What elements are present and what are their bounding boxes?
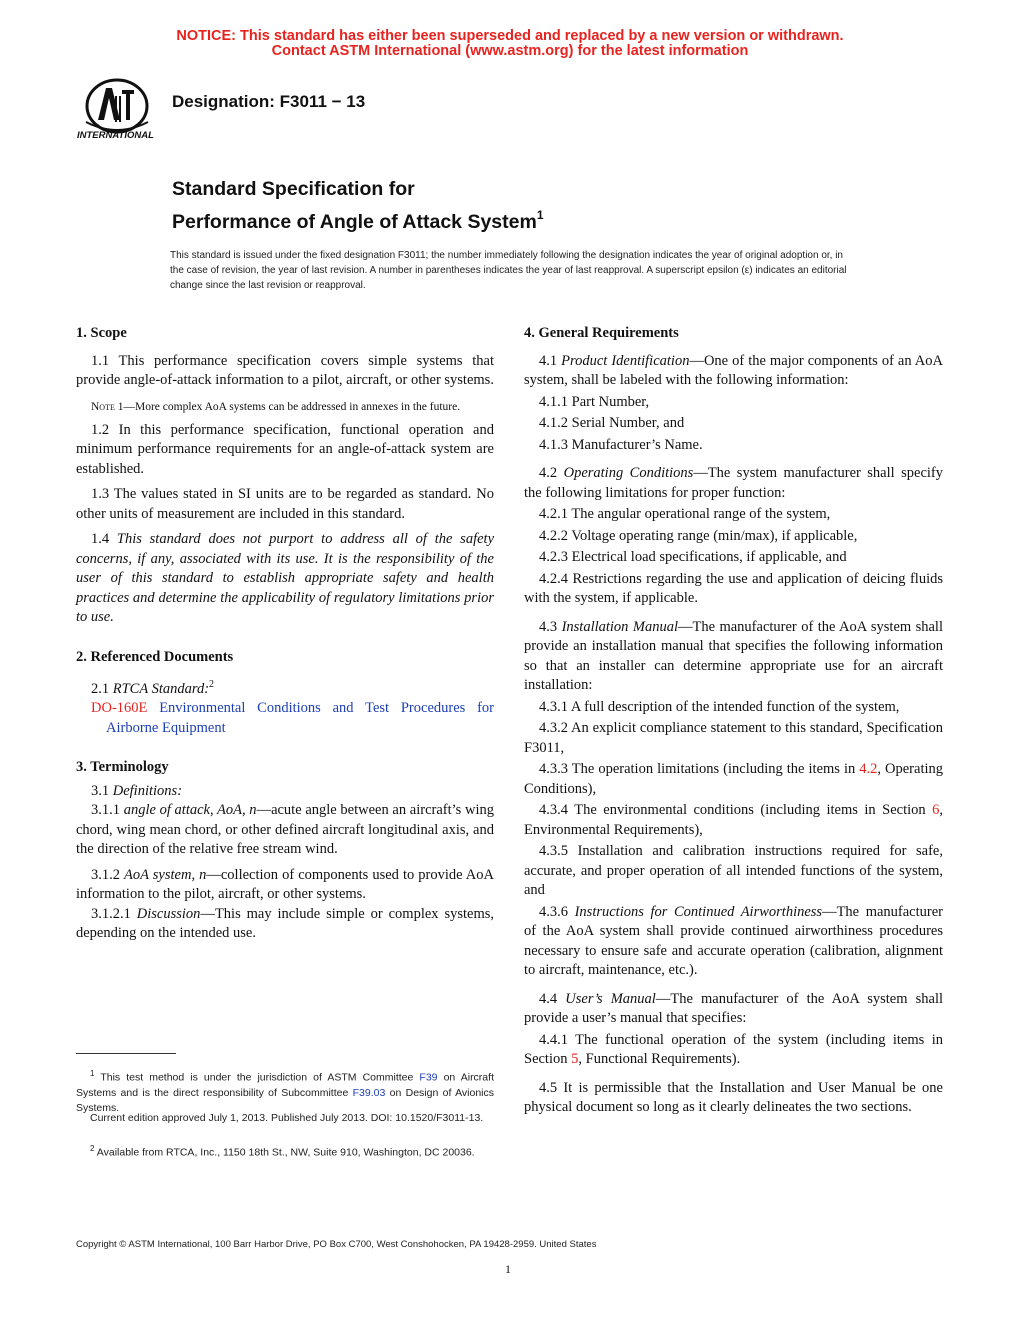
section-4-4-term: User’s Manual xyxy=(565,990,656,1007)
footnote-1-sup: 1 xyxy=(90,1069,95,1078)
left-column xyxy=(76,324,494,944)
section-3-1-1-term: angle of attack, AoA, n xyxy=(123,802,257,819)
section-4-1-term: Product Identification xyxy=(561,352,690,369)
section-4-1-text: —One of the major components of an AoA system, shall be labeled with the following information: xyxy=(524,352,943,388)
section-4-2-text: —The system manufacturer shall specify the following limitations for proper function: xyxy=(524,465,944,501)
notice-line-2: Contact ASTM International (www.astm.org) for the latest information xyxy=(271,43,749,59)
section-4-4-1 xyxy=(524,1031,943,1070)
title-line-1: Standard Specification for xyxy=(172,178,415,200)
section-4-2-4: 4.2.4 Restrictions regarding the use and application of deicing fluids with the system, if applicable. xyxy=(524,570,943,606)
committee-f39-link[interactable]: F39 xyxy=(419,1071,438,1084)
do160e-reference[interactable] xyxy=(76,699,494,738)
page-number: 1 xyxy=(505,1262,511,1276)
section-1-3: 1.3 The values stated in SI units are to be regarded as standard. No other units of measurement are included in this standard. xyxy=(76,486,494,522)
section-4-3-3-text-a: 4.3.3 The operation limitations (including the items in xyxy=(539,761,860,777)
section-2-1-num: 2.1 xyxy=(91,680,113,697)
subcommittee-f39-03-link[interactable]: F39.03 xyxy=(352,1086,386,1099)
section-1-4-num: 1.4 xyxy=(91,531,117,547)
section-3-1-num: 3.1 xyxy=(91,782,113,799)
do160e-code-link[interactable]: DO-160E xyxy=(91,700,148,717)
section-4-3 xyxy=(524,618,943,696)
footnote-rule xyxy=(76,1053,176,1054)
section-4-2-1: 4.2.1 The angular operational range of the system, xyxy=(539,506,831,522)
section-4-4-text: —The manufacturer of the AoA system shall provide a user’s manual that specifies: xyxy=(524,990,943,1026)
section-1-1: 1.1 This performance specification covers simple systems that provide angle-of-attack information to a pilot, aircraft, or other systems. xyxy=(76,352,494,388)
do160e-title-link[interactable]: Environmental Conditions and Test Procedures for Airborne Equipment xyxy=(106,700,494,736)
footnote-edition: Current edition approved July 1, 2013. Published July 2013. DOI: 10.1520/F3011-13. xyxy=(90,1112,484,1124)
section-3-1-2 xyxy=(76,866,494,905)
section-4-3-4-text-b: , Environmental Requirements), xyxy=(524,802,943,838)
section-1-heading: 1. Scope xyxy=(76,325,127,341)
section-3-1-label: Definitions: xyxy=(112,782,183,799)
section-4-1 xyxy=(524,352,943,391)
section-4-1-num: 4.1 xyxy=(539,352,562,369)
section-5-link[interactable]: 5 xyxy=(571,1051,579,1067)
section-4-3-3 xyxy=(524,760,943,799)
section-4-3-5: 4.3.5 Installation and calibration instructions required for safe, accurate, and proper operation of all intended functions of the system, and xyxy=(524,843,943,898)
section-4-3-text: —The manufacturer of the AoA system shall provide an installation manual that specifies the following information so that an installer can determine appropriate use for an aircraft installation: xyxy=(524,618,943,693)
copyright-line: Copyright © ASTM International, 100 Barr Harbor Drive, PO Box C700, West Conshohocken, PA 19428-2959. United States xyxy=(76,1239,597,1250)
logo-international-text: INTERNATIONAL xyxy=(77,130,154,141)
section-4-4-1-text-b: , Functional Requirements). xyxy=(578,1051,741,1067)
section-4-3-6-text: —The manufacturer of the AoA system shall provide continued airworthiness procedures necessary to ensure safe and accurate operation (calibration, alignment to aircraft, maintenance, etc.). xyxy=(524,903,943,978)
right-column xyxy=(524,324,943,1118)
footnote-2-sup: 2 xyxy=(90,1144,95,1153)
section-3-1-2-text: —collection of components used to provide AoA information to the pilot, aircraft, or other systems. xyxy=(76,866,494,903)
footnote-1-text-c: on Design of Avionics Systems. xyxy=(76,1086,494,1114)
section-3-1-2-1-num: 3.1.2.1 xyxy=(91,905,137,922)
footnote-1-text-b: on Aircraft Systems and is the direct responsibility of Subcommittee xyxy=(76,1071,494,1099)
section-2-1 xyxy=(76,675,494,699)
designation: Designation: F3011 − 13 xyxy=(172,92,366,111)
section-4-3-term: Installation Manual xyxy=(561,618,678,635)
section-4-2-num: 4.2 xyxy=(539,465,564,481)
section-2-heading: 2. Referenced Documents xyxy=(76,648,234,665)
note-1-label: Note 1 xyxy=(91,400,124,413)
document-title xyxy=(172,176,544,235)
section-3-1-1-num: 3.1.1 xyxy=(91,802,124,819)
section-4-3-6 xyxy=(524,903,943,981)
footnote-1-text-a: This test method is under the jurisdiction of ASTM Committee xyxy=(94,1071,420,1084)
section-3-heading: 3. Terminology xyxy=(76,759,169,776)
title-footnote-ref: 1 xyxy=(536,208,544,222)
section-3-1-2-1 xyxy=(76,905,494,944)
note-1 xyxy=(76,399,494,415)
section-1-2: 1.2 In this performance specification, functional operation and minimum performance requirements for an angle-of-attack system are established. xyxy=(76,421,494,477)
section-4-5: 4.5 It is permissible that the Installation and User Manual be one physical document so long as it clearly delineates the two sections. xyxy=(524,1079,943,1115)
issuance-statement: This standard is issued under the fixed designation F3011; the number immediately following the designation indicates the year of original adoption or, in the case of revision, the year of last revision. A number in parentheses indicates the year of last reapproval. A superscript epsilon (ε) indicates an editorial change since the last revision or reapproval. xyxy=(170,250,847,291)
section-4-3-1: 4.3.1 A full description of the intended function of the system, xyxy=(539,698,900,715)
title-line-2: Performance of Angle of Attack System xyxy=(172,211,537,233)
section-4-3-3-text-b: , Operating Conditions), xyxy=(524,761,943,797)
section-4-1-3: 4.1.3 Manufacturer’s Name. xyxy=(539,436,703,453)
footnote-2-text: Available from RTCA, Inc., 1150 18th St., NW, Suite 910, Washington, DC 20036. xyxy=(94,1146,475,1159)
note-1-text: —More complex AoA systems can be addressed in annexes in the future. xyxy=(123,400,461,413)
section-4-2-term: Operating Conditions xyxy=(563,465,694,481)
section-4-1-2: 4.1.2 Serial Number, and xyxy=(539,415,685,431)
footnote-1 xyxy=(76,1066,494,1116)
section-4-2-3: 4.2.3 Electrical load specifications, if applicable, and xyxy=(539,549,847,565)
section-3-1-1-text: —acute angle between an aircraft’s wing chord, wing mean chord, or other defined aircraft longitudinal axis, and the direction of the relative free stream wind. xyxy=(76,802,494,858)
section-6-link[interactable]: 6 xyxy=(932,802,940,818)
section-4-1-1: 4.1.1 Part Number, xyxy=(539,393,650,410)
section-4-3-6-term: Instructions for Continued Airworthiness xyxy=(574,903,823,920)
section-3-1-2-1-term: Discussion xyxy=(136,905,201,922)
section-4-2-link[interactable]: 4.2 xyxy=(859,761,878,777)
section-4-3-4 xyxy=(524,801,943,840)
section-4-4-num: 4.4 xyxy=(539,990,566,1007)
section-1-4-text: This standard does not purport to address all of the safety concerns, if any, associated with its use. It is the responsibility of the user of this standard to establish appropriate safety and health practices and determine the applicability of regulatory limitations prior to use. xyxy=(76,531,495,625)
section-4-heading: 4. General Requirements xyxy=(524,325,679,341)
section-1-4 xyxy=(76,530,494,628)
section-3-1 xyxy=(76,782,494,802)
section-2-1-label: RTCA Standard: xyxy=(112,680,210,697)
section-4-3-6-num: 4.3.6 xyxy=(539,903,575,920)
section-3-1-2-1-text: —This may include simple or complex systems, depending on the intended use. xyxy=(76,905,495,942)
section-4-2 xyxy=(524,464,943,503)
section-2-1-sup: 2 xyxy=(209,679,215,690)
notice-line-1: NOTICE: This standard has either been superseded and replaced by a new version or withdrawn. xyxy=(176,28,844,44)
section-3-1-2-term: AoA system, n xyxy=(124,866,207,883)
section-4-3-num: 4.3 xyxy=(539,618,562,635)
section-3-1-1 xyxy=(76,801,494,860)
section-4-2-2: 4.2.2 Voltage operating range (min/max), if applicable, xyxy=(539,527,858,544)
section-4-3-4-text-a: 4.3.4 The environmental conditions (including items in Section xyxy=(539,802,933,818)
section-4-4 xyxy=(524,990,943,1029)
section-4-4-1-text-a: 4.4.1 The functional operation of the system (including items in Section xyxy=(524,1031,943,1067)
section-4-3-2: 4.3.2 An explicit compliance statement to this standard, Specification F3011, xyxy=(524,720,943,756)
footnote-2 xyxy=(76,1141,494,1161)
section-3-1-2-num: 3.1.2 xyxy=(91,866,125,883)
